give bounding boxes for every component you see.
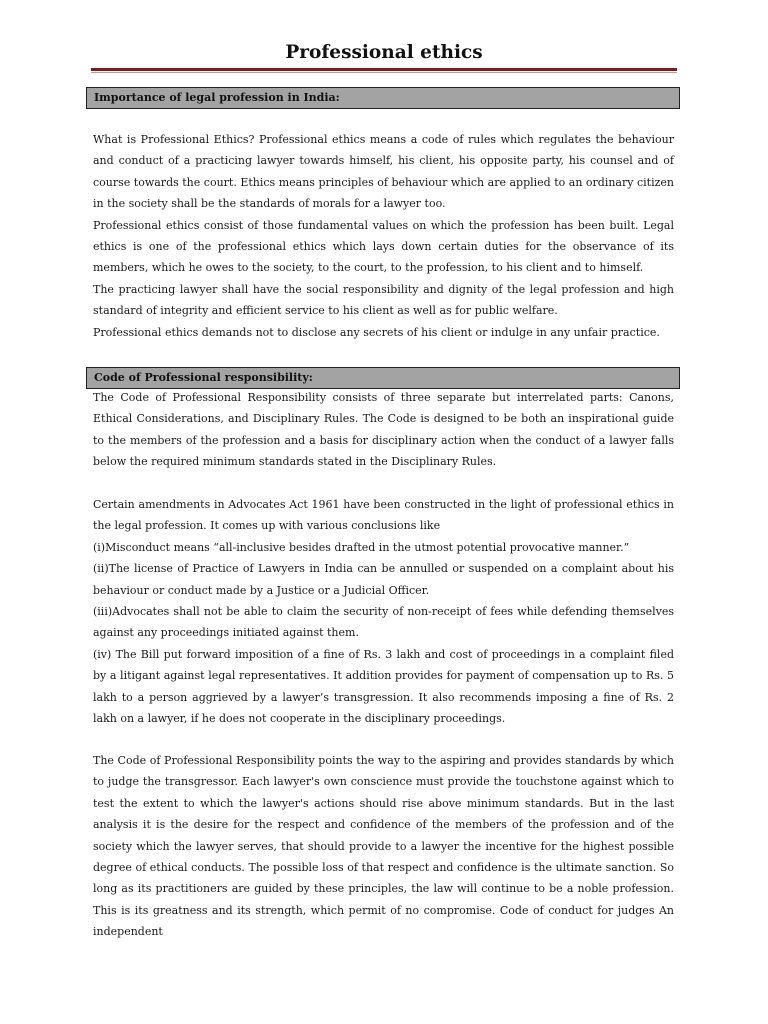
section-heading: Code of Professional responsibility: (94, 371, 313, 384)
section-heading-bar-code (86, 367, 680, 389)
paragraph: The Code of Professional Responsibility points the way to the aspiring and provides standards by which to judge the transgressor. Each lawyer's own conscience must provide the touchstone against which to test the extent to which the lawyer's actions should rise above minimum standards. But in the last analysis it is the desire for the respect and confidence of the members of the profession and of the society which the lawyer serves, that should provide to a lawyer the incentive for the highest possible degree of ethical conducts. The possible loss of that respect and confidence is the ultimate sanction. So long as its practitioners are guided by these principles, the law will continue to be a noble profession. This is its greatness and its strength, which permit of no compromise. Code of conduct for judges An independent (93, 754, 674, 939)
section-intro-code (93, 387, 674, 473)
section-heading: Importance of legal profession in India: (94, 91, 340, 104)
section-closing (93, 750, 674, 943)
list-item: (ii)The license of Practice of Lawyers in India can be annulled or suspended on a complaint about his behaviour or conduct made by a Justice or a Judicial Officer. (93, 562, 674, 597)
paragraph: Professional ethics demands not to disclose any secrets of his client or indulge in any unfair practice. (93, 325, 660, 339)
paragraph: The Code of Professional Responsibility consists of three separate but interrelated parts: Canons, Ethical Considerations, and Disciplinary Rules. The Code is designed to be both an inspirational guide to the members of the profession and a basis for disciplinary action when the conduct of a lawyer falls below the required minimum standards stated in the Disciplinary Rules. (93, 391, 674, 469)
paragraph: Certain amendments in Advocates Act 1961 have been constructed in the light of professional ethics in the legal profession. It comes up with various conclusions like (93, 498, 674, 533)
paragraph: The practicing lawyer shall have the social responsibility and dignity of the legal profession and high standard of integrity and efficient service to his client as well as for public welfare. (93, 282, 674, 318)
paragraph: Professional ethics consist of those fundamental values on which the profession has been built. Legal ethics is one of the professional ethics which lays down certain duties for the observance of its members, which he owes to the society, to the court, to the profession, to his client and to himself. (93, 218, 674, 275)
document-title: Professional ethics (285, 42, 483, 63)
title-underline (91, 68, 677, 71)
section-heading-bar-importance (86, 87, 680, 109)
list-item: (iii)Advocates shall not be able to claim the security of non-receipt of fees while defending themselves against any proceedings initiated against them. (93, 605, 674, 640)
section-amendments (93, 494, 674, 729)
paragraph: What is Professional Ethics? Professional ethics means a code of rules which regulates the behaviour and conduct of a practicing lawyer towards himself, his client, his opposite party, his counsel and of course towards the court. Ethics means principles of behaviour which are applied to an ordinary citizen in the society shall be the standards of morals for a lawyer too. (93, 133, 674, 211)
title-underline-thin (91, 72, 677, 73)
list-item: (iv) The Bill put forward imposition of a fine of Rs. 3 lakh and cost of proceedings in a complaint filed by a litigant against legal representatives. It addition provides for payment of compensation up to Rs. 5 lakh to a person aggrieved by a lawyer’s transgression. It also recommends imposing a fine of Rs. 2 lakh on a lawyer, if he does not cooperate in the disciplinary proceedings. (93, 647, 674, 726)
section-body-importance (93, 129, 674, 343)
list-item: (i)Misconduct means “all-inclusive besides drafted in the utmost potential provocative manner.” (93, 540, 630, 554)
